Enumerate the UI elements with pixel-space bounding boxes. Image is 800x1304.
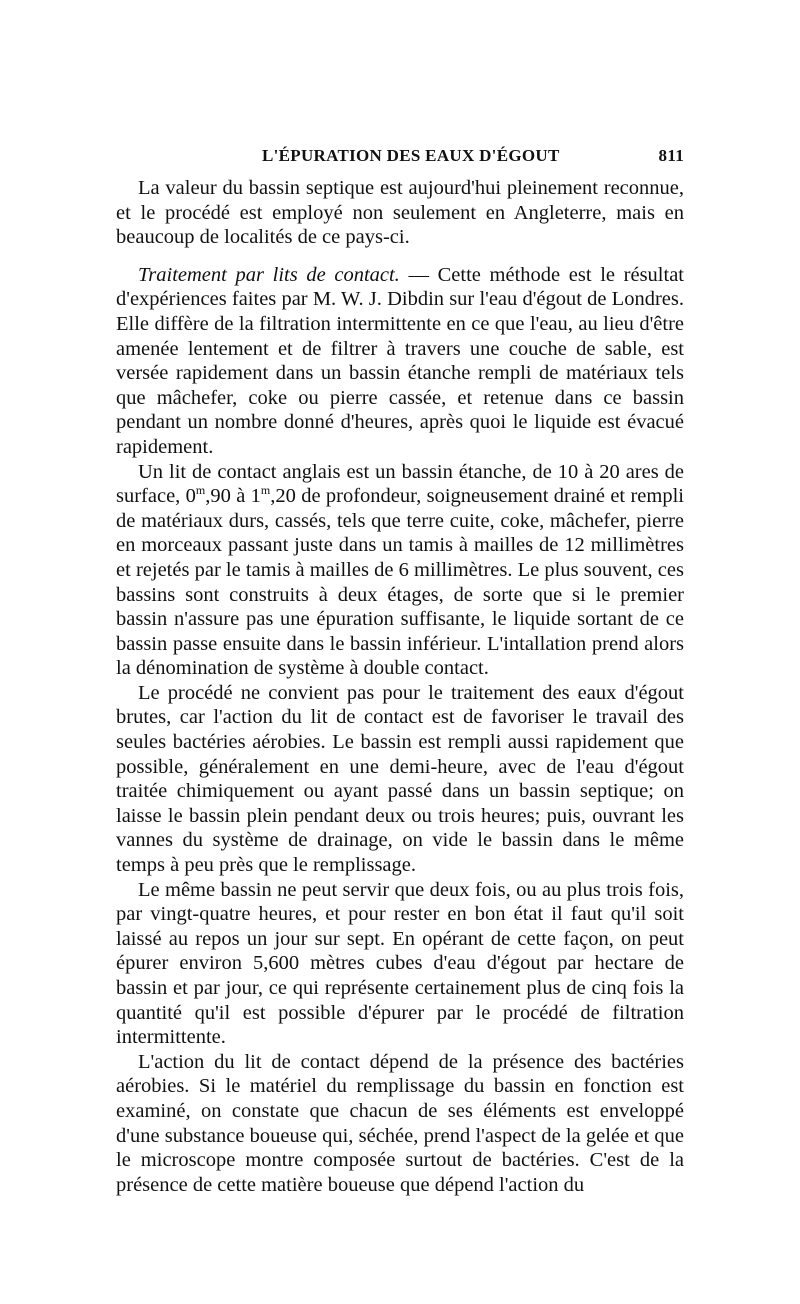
running-title: L'ÉPURATION DES EAUX D'ÉGOUT [262, 146, 560, 165]
paragraph-text-part: ,20 de profondeur, soigneusement drainé et rempli de matériaux durs, cassés, tels que terre cuite, coke, mâchefer, pierre en morceaux passant juste dans un tamis à mailles de 12 millimètres et rejetés par le tamis à mailles de 6 millimètres. Le plus souvent, ces bassins sont construits à deux étages, de sorte que si le premier bassin n'assure pas une épuration suffisante, le liquide sortant de ce bassin passe ensuite dans le bassin inférieur. L'intallation prend alors la dénomination de système à double contact. [116, 485, 684, 680]
paragraph-bacteria-action [116, 1050, 684, 1198]
paragraph-contact-beds-intro [116, 263, 684, 460]
paragraph-text-part: Un lit de contact anglais est un bassin étanche, de 10 à 20 ares de surface, 0 [116, 460, 684, 508]
book-page [116, 140, 684, 1197]
paragraph-raw-sewage [116, 681, 684, 878]
paragraph-text-part: ,90 à 1 [205, 485, 261, 508]
page-number: 811 [658, 146, 684, 165]
paragraph-septic-tank [116, 176, 684, 250]
paragraph-text: Le procédé ne convient pas pour le traitement des eaux d'égout brutes, car l'action du lit de contact est de favoriser le travail des seules bactéries aérobies. Le bassin est rempli aussi rapidement que possible, généralement en une demi-heure, avec de l'eau d'égout traitée chimiquement ou ayant passé dans un bassin septique; on laisse le bassin plein pendant deux ou trois heures; puis, ouvrant les vannes du système de drainage, on vide le bassin dans le même temps à peu près que le remplissage. [116, 681, 684, 877]
paragraph-bed-usage [116, 878, 684, 1050]
running-header [116, 140, 684, 170]
paragraph-text: L'action du lit de contact dépend de la présence des bactéries aérobies. Si le matériel du remplissage du bassin en fonction est examiné, on constate que chacun de ses éléments est enveloppé d'une substance boueuse qui, séchée, prend l'aspect de la gelée et que le microscope montre composée surtout de bactéries. C'est de la présence de cette matière boueuse que dépend l'action du [116, 1050, 684, 1196]
body-text [116, 176, 684, 1197]
section-heading: Traitement par lits de contact. [138, 263, 400, 286]
paragraph-english-contact-bed [116, 460, 684, 681]
paragraph-text: La valeur du bassin septique est aujourd'hui pleinement reconnue, et le procédé est employé non seulement en Angleterre, mais en beaucoup de localités de ce pays-ci. [116, 177, 684, 249]
paragraph-text: — Cette méthode est le résultat d'expériences faites par M. W. J. Dibdin sur l'eau d'égout de Londres. Elle diffère de la filtration intermittente en ce que l'eau, au lieu d'être amenée lentement et de filtrer à travers une couche de sable, est versée rapidement dans un bassin étanche rempli de matériaux tels que mâchefer, coke ou pierre cassée, et retenue dans ce bassin pendant un nombre donné d'heures, après quoi le liquide est évacué rapidement. [116, 263, 684, 458]
unit-superscript: m [260, 483, 271, 498]
unit-superscript: m [195, 483, 206, 498]
paragraph-text: Le même bassin ne peut servir que deux fois, ou au plus trois fois, par vingt-quatre heures, et pour rester en bon état il faut qu'il soit laissé au repos un jour sur sept. En opérant de cette façon, on peut épurer environ 5,600 mètres cubes d'eau d'égout par hectare de bassin et par jour, ce qui représente certainement plus de cinq fois la quantité qu'il est possible d'épurer par le procédé de filtration intermittente. [116, 878, 684, 1049]
